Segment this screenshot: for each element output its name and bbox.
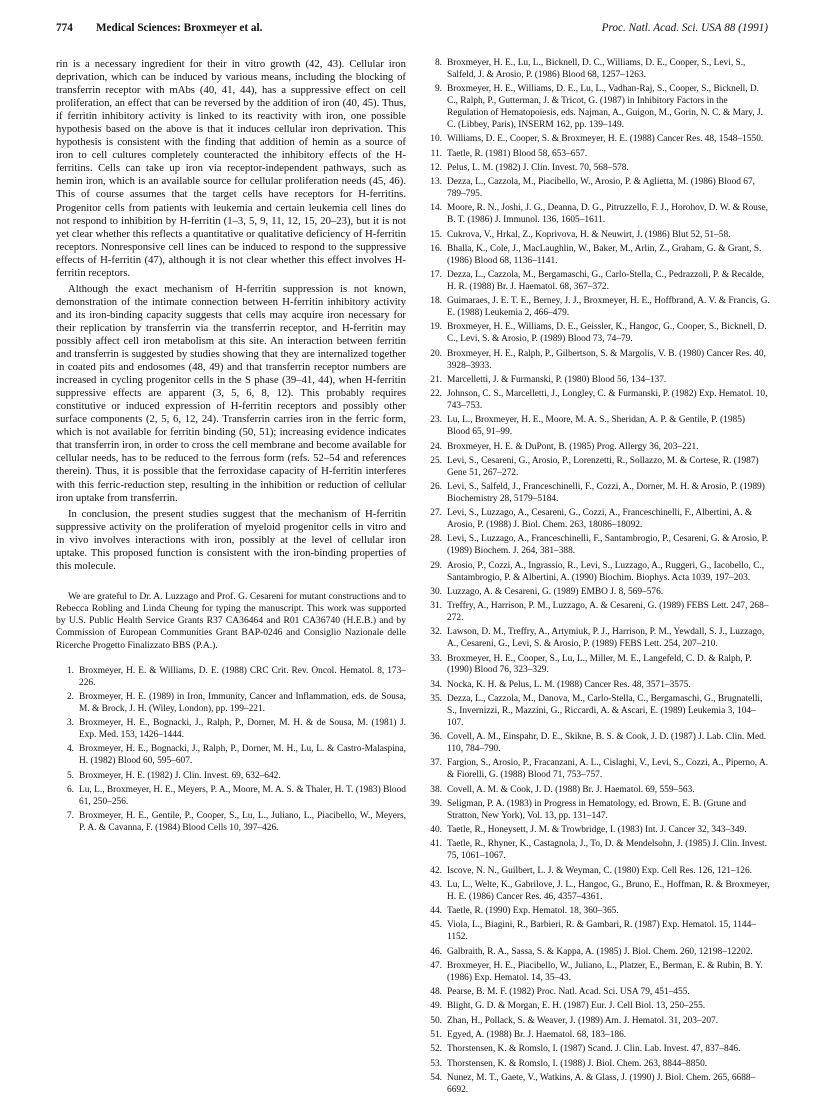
reference-number: 9. — [434, 84, 442, 95]
reference-item — [424, 799, 770, 823]
reference-item — [424, 920, 770, 944]
reference-list-right — [424, 58, 770, 1097]
reference-item — [424, 732, 770, 756]
reference-number: 53. — [430, 1058, 442, 1069]
reference-text: Thorstensen, K. & Romslo, I. (1987) Scand. J. Clin. Lab. Invest. 47, 837–846. — [447, 1044, 741, 1055]
reference-number: 16. — [430, 243, 442, 254]
reference-number: 2. — [66, 692, 74, 703]
reference-text: Luzzago, A. & Cesareni, G. (1989) EMBO J. 8, 569–576. — [447, 586, 664, 597]
reference-number: 24. — [430, 441, 442, 452]
reference-number: 7. — [66, 811, 74, 822]
reference-item — [56, 666, 406, 690]
reference-item — [56, 692, 406, 716]
reference-number: 19. — [430, 322, 442, 333]
reference-number: 32. — [430, 627, 442, 638]
reference-text: Zhan, H., Pollack, S. & Weaver, J. (1989) Am. J. Hematol. 31, 203–207. — [447, 1015, 719, 1026]
reference-item — [424, 758, 770, 782]
reference-number: 25. — [430, 455, 442, 466]
reference-text: Lu, L., Broxmeyer, H. E., Meyers, P. A., Moore, M. A. S. & Thaler, H. T. (1983) Blood 61, 250–256. — [79, 784, 406, 807]
reference-text: Arosio, P., Cozzi, A., Ingrassio, R., Levi, S., Luzzago, A., Ruggeri, G., Iacobello, C., Santambrogio, P. & Albertini, A. (1990) Biochim. Biophys. Acta 1039, 197–203. — [447, 560, 765, 583]
reference-number: 5. — [66, 770, 74, 781]
reference-number: 35. — [430, 694, 442, 705]
running-header — [56, 22, 768, 40]
reference-text: Pearse, B. M. F. (1982) Proc. Natl. Acad. Sci. USA 79, 451–455. — [447, 987, 690, 998]
reference-number: 33. — [430, 653, 442, 664]
reference-text: Treffry, A., Harrison, P. M., Luzzago, A. & Cesareni, G. (1989) FEBS Lett. 247, 268–272. — [447, 601, 769, 624]
reference-number: 27. — [430, 508, 442, 519]
reference-item — [424, 84, 770, 132]
reference-number: 23. — [430, 415, 442, 426]
reference-item — [56, 771, 406, 783]
reference-item — [424, 825, 770, 837]
reference-item — [424, 1001, 770, 1013]
reference-number: 26. — [430, 482, 442, 493]
reference-number: 10. — [430, 134, 442, 145]
reference-text: Broxmeyer, H. E., Lu, L., Bicknell, D. C., Williams, D. E., Cooper, S., Levi, S., Salfeld, J. & Arosio, P. (1986) Blood 68, 1257–1263. — [447, 58, 746, 80]
reference-item — [424, 534, 770, 558]
reference-item — [424, 203, 770, 227]
reference-text: Taetle, R. (1981) Blood 58, 653–657. — [447, 148, 588, 159]
reference-number: 40. — [430, 825, 442, 836]
reference-text: Lu, L., Welte, K., Gabrilove, J. L., Hangoc, G., Bruno, E., Hoffman, R. & Broxmeyer, H. E. (1986) Cancer Res. 46, 4357–4361. — [447, 879, 770, 902]
reference-number: 12. — [430, 162, 442, 173]
reference-number: 22. — [430, 389, 442, 400]
reference-number: 46. — [430, 946, 442, 957]
reference-item — [424, 561, 770, 585]
reference-text: Guimaraes, J. E. T. E., Berney, J. J., Broxmeyer, H. E., Hoffbrand, A. V. & Francis, G. E. (1988) Leukemia 2, 466–479. — [447, 296, 770, 319]
reference-item — [424, 163, 770, 175]
reference-number: 37. — [430, 758, 442, 769]
reference-item — [56, 744, 406, 768]
page-number: 774 — [56, 22, 73, 34]
reference-text: Broxmeyer, H. E., Williams, D. E., Geissler, K., Hangoc, G., Cooper, S., Bicknell, D. C., Levi, S. & Arosio, P. (1989) Blood 73, 74–79. — [447, 322, 767, 345]
reference-item — [424, 866, 770, 878]
reference-number: 17. — [430, 270, 442, 281]
reference-list-left — [56, 666, 406, 835]
journal-citation: Proc. Natl. Acad. Sci. USA 88 (1991) — [601, 22, 768, 34]
reference-text: Lawson, D. M., Treffry, A., Artymiuk, P. J., Harrison, P. M., Yewdall, S. J., Luzzago, A., Cesareni, G., Levi, S. & Arosio, P. (1989) FEBS Lett. 254, 207–210. — [447, 627, 765, 650]
reference-item — [56, 811, 406, 835]
reference-item — [424, 601, 770, 625]
reference-text: Viola, L., Biagini, R., Barbieri, R. & Gambari, R. (1987) Exp. Hematol. 15, 1144–1152. — [447, 920, 756, 943]
reference-number: 18. — [430, 296, 442, 307]
reference-text: Williams, D. E., Cooper, S. & Broxmeyer, H. E. (1988) Cancer Res. 48, 1548–1550. — [447, 134, 764, 145]
reference-number: 6. — [66, 784, 74, 795]
reference-text: Broxmeyer, H. E., Williams, D. E., Lu, L., Vadhan-Raj, S., Cooper, S., Bicknell, D. C., Ralph, P., Gutterman, J. & Tricot, G. (1987) in Inhibitory Factors in the Regulation of Hematopoiesis, eds. Najman, A., Guigon, M., Gorin, N. C. & Mary, J. C. (Libbey, Paris), INSERM 162, pp. 139–149. — [447, 84, 764, 130]
right-column — [424, 58, 770, 1099]
reference-number: 31. — [430, 601, 442, 612]
section-title: Medical Sciences: Broxmeyer et al. — [96, 22, 263, 34]
reference-item — [424, 375, 770, 387]
reference-number: 14. — [430, 203, 442, 214]
body-paragraph: In conclusion, the present studies suggest that the mechanism of H-ferritin suppressive activity on the proliferation of myeloid progenitor cells in vitro and in vivo involves interactions with iron, possibly at the level of cellular iron uptake. This proposed function is consistent with the iron-binding properties of this molecule. — [56, 507, 406, 572]
reference-text: Blight, G. D. & Morgan, E. H. (1987) Eur. J. Cell Biol. 13, 250–255. — [447, 1001, 706, 1012]
body-paragraph: Although the exact mechanism of H-ferritin suppression is not known, demonstration of the intimate connection between H-ferritin inhibitory activity and its iron-binding capacity suggests that cells may acquire iron necessary for their replication by transferrin via the transferrin receptor, and H-ferritin may possibly affect cell iron metabolism at this site. An interaction between ferritin and transferrin is suggested by studies showing that they are internalized together in coated pits and endosomes (48, 49) and that transferrin receptor numbers are increased in cycling progenitor cells in the S phase (39–41, 44), when H-ferritin suppressive effects are apparent (3, 5, 6, 8, 12). This probably requires constitutive or induced expression of H-ferritin receptors and possibly other surface components (2, 5, 6, 12, 24). Transferrin carries iron in the ferric form, which is not available for ferritin binding (50, 51); increasing evidence indicates that transferrin iron, in order to cross the cell membrane and become available for cellular needs, has to be reduced to the ferrous form (refs. 52–54 and references therein). Thus, it is possible that the ferroxidase capacity of H-ferritin interferes with this ferric-reduction step, resulting in the inhibition or reduction of cellular iron uptake from transferrin. — [56, 282, 406, 504]
reference-item — [424, 456, 770, 480]
reference-text: Broxmeyer, H. E., Bognacki, J., Ralph, P., Dorner, M. H., Lu, L. & Castro-Malaspina, H. (1982) Blood 60, 595–607. — [79, 744, 406, 767]
reference-text: Moore, R. N., Joshi, J. G., Deanna, D. G., Pitruzzello, F. J., Horohov, D. W. & Rouse, B. T. (1986) J. Immunol. 136, 1605–1611. — [447, 203, 769, 226]
reference-item — [424, 58, 770, 82]
reference-number: 43. — [430, 879, 442, 890]
reference-text: Iscove, N. N., Guilbert, L. J. & Weyman, C. (1980) Exp. Cell Res. 126, 121–126. — [447, 865, 753, 876]
reference-number: 39. — [430, 798, 442, 809]
reference-text: Taetle, R., Honeysett, J. M. & Trowbridge, I. (1983) Int. J. Cancer 32, 343–349. — [447, 825, 747, 836]
reference-text: Broxmeyer, H. E., Piacibello, W., Juliano, L., Platzer, E., Berman, E. & Rubin, B. Y. (1986) Exp. Hematol. 14, 35–43. — [447, 960, 763, 983]
reference-number: 20. — [430, 348, 442, 359]
reference-item — [424, 906, 770, 918]
reference-text: Levi, S., Luzzago, A., Franceschinelli, F., Santambrogio, P., Cesareni, G. & Arosio, P. (1989) Biochem. J. 264, 381–388. — [447, 534, 769, 557]
reference-number: 29. — [430, 560, 442, 571]
reference-item — [424, 1030, 770, 1042]
reference-item — [424, 947, 770, 959]
reference-number: 47. — [430, 960, 442, 971]
reference-text: Broxmeyer, H. E., Ralph, P., Gilbertson, S. & Margolis, V. B. (1980) Cancer Res. 40, 3928–3933. — [447, 348, 766, 371]
reference-number: 3. — [66, 718, 74, 729]
reference-item — [424, 1044, 770, 1056]
reference-item — [424, 785, 770, 797]
reference-number: 48. — [430, 987, 442, 998]
reference-item — [424, 680, 770, 692]
reference-text: Bhalla, K., Cole, J., MacLaughlin, W., Baker, M., Arlin, Z., Graham, G. & Grant, S. (1986) Blood 68, 1136–1141. — [447, 243, 762, 266]
reference-item — [424, 177, 770, 201]
reference-text: Lu, L., Broxmeyer, H. E., Moore, M. A. S., Sheridan, A. P. & Gentile, P. (1985) Blood 65, 91–99. — [447, 415, 746, 438]
reference-number: 8. — [434, 58, 442, 68]
reference-text: Galbraith, R. A., Sassa, S. & Kappa, A. (1985) J. Biol. Chem. 260, 12198–12202. — [447, 946, 753, 957]
reference-text: Broxmeyer, H. E., Bognacki, J., Ralph, P., Dorner, M. H. & de Sousa, M. (1981) J. Exp. Med. 153, 1426–1444. — [79, 718, 406, 741]
acknowledgment: We are grateful to Dr. A. Luzzago and Prof. G. Cesareni for mutant constructions and to Rebecca Robling and Linda Cheung for typing the manuscript. This work was supported by U.S. Public Health Service Grants R37 CA36464 and R01 CA36740 (H.E.B.) and by Commission of European Communities Grant BAP-0246 and Consiglio Nazionale delle Ricerche Progetto Finalizzato BBS (P.A.). — [56, 590, 406, 651]
reference-number: 13. — [430, 177, 442, 188]
reference-item — [424, 961, 770, 985]
reference-number: 38. — [430, 784, 442, 795]
reference-item — [424, 389, 770, 413]
reference-text: Taetle, R., Rhyner, K., Castagnola, J., To, D. & Mendelsohn, J. (1985) J. Clin. Invest. 75, 1061–1067. — [447, 839, 767, 862]
reference-text: Covell, A. M. & Cook, J. D. (1988) Br. J. Haematol. 69, 559–563. — [447, 784, 695, 795]
reference-text: Seligman, P. A. (1983) in Progress in Hematology, ed. Brown, E. B. (Grune and Stratton, New York), Vol. 13, pp. 131–147. — [447, 798, 747, 821]
reference-number: 34. — [430, 679, 442, 690]
reference-number: 41. — [430, 839, 442, 850]
reference-item — [424, 694, 770, 730]
reference-item — [424, 880, 770, 904]
body-paragraph: rin is a necessary ingredient for their in vitro growth (42, 43). Cellular iron deprivation, which can be induced by various means, including the blocking of transferrin receptor with mAbs (40, 41, 44), has a suppressive effect on cell proliferation, an effect that can be reversed by the addition of iron (40, 45). Thus, if ferritin inhibitory activity is linked to its reactivity with iron, one possible hypothesis based on the above is that it induces cellular iron deprivation. This hypothesis is consistent with the finding that addition of hemin as a source of iron to cell cultures completely counteracted the inhibitory effects of the H-ferritins. Cells can take up iron via receptor-independent pathways, such as hemin iron, which is an available source for cellular proliferation needs (45, 46). This of course assumes that the target cells have receptors for H-ferritins. Progenitor cells from patients with leukemia and certain leukemia cell lines do not respond to inhibition by H-ferritin (1–3, 5, 9, 11, 12, 15, 20–23), but it is not yet clear whether this reflects a quantitative or qualitative deficiency of H-ferritin receptors. Nonresponsive cell lines can be induced to respond to the suppressive effects of H-ferritin (47), although it is not clear whether this effect involves H-ferritin receptors. — [56, 58, 406, 279]
reference-number: 30. — [430, 586, 442, 597]
reference-text: Broxmeyer, H. E. & DuPont, B. (1985) Prog. Allergy 36, 203–221. — [447, 441, 699, 452]
reference-text: Broxmeyer, H. E. (1982) J. Clin. Invest. 69, 632–642. — [79, 770, 281, 781]
reference-item — [424, 149, 770, 161]
reference-item — [424, 230, 770, 242]
reference-text: Broxmeyer, H. E., Gentile, P., Cooper, S., Lu, L., Juliano, L., Piacibello, W., Meyers, P. A. & Cavanna, F. (1984) Blood Cells 10, 397–426. — [79, 811, 406, 834]
reference-item — [424, 270, 770, 294]
reference-text: Pelus, L. M. (1982) J. Clin. Invest. 70, 568–578. — [447, 162, 629, 173]
reference-item — [424, 296, 770, 320]
reference-text: Thorstensen, K. & Romslo, I. (1988) J. Biol. Chem. 263, 8844–8850. — [447, 1058, 708, 1069]
reference-text: Dezza, L., Cazzola, M., Danova, M., Carlo-Stella, C., Bergamaschi, G., Brugnatelli, S., Invernizzi, R., Mazzini, G., Riccardi, A. & Ascari, E. (1989) Leukemia 3, 104–107. — [447, 694, 763, 728]
reference-number: 51. — [430, 1029, 442, 1040]
reference-text: Taetle, R. (1990) Exp. Hematol. 18, 360–365. — [447, 906, 619, 917]
reference-item — [424, 415, 770, 439]
reference-item — [424, 987, 770, 999]
reference-text: Covell, A. M., Einspahr, D. E., Skikne, B. S. & Cook, J. D. (1987) J. Lab. Clin. Med. 110, 784–790. — [447, 732, 767, 755]
reference-number: 15. — [430, 229, 442, 240]
reference-text: Nunez, M. T., Gaete, V., Watkins, A. & Glass, J. (1990) J. Biol. Chem. 265, 6688–6692. — [447, 1072, 756, 1095]
reference-item — [424, 627, 770, 651]
reference-number: 42. — [430, 865, 442, 876]
reference-number: 4. — [66, 744, 74, 755]
reference-number: 21. — [430, 374, 442, 385]
reference-text: Dezza, L., Cazzola, M., Bergamaschi, G., Carlo-Stella, C., Pedrazzoli, P. & Recalde, H. R. (1988) Br. J. Haematol. 68, 367–372. — [447, 270, 764, 292]
reference-item — [56, 718, 406, 742]
reference-item — [424, 322, 770, 346]
reference-item — [424, 134, 770, 146]
reference-item — [424, 1059, 770, 1071]
reference-number: 36. — [430, 732, 442, 743]
reference-number: 54. — [430, 1072, 442, 1083]
reference-text: Levi, S., Salfeld, J., Franceschinelli, F., Cozzi, A., Dorner, M. H. & Arosio, P. (1989) Biochemistry 28, 5179–5184. — [447, 482, 765, 504]
reference-number: 50. — [430, 1015, 442, 1026]
reference-item — [424, 654, 770, 678]
reference-number: 44. — [430, 906, 442, 917]
reference-text: Cukrova, V., Hrkal, Z., Koprivova, H. & Neuwirt, J. (1986) Blut 52, 51–58. — [447, 229, 731, 240]
reference-text: Broxmeyer, H. E. & Williams, D. E. (1988) CRC Crit. Rev. Oncol. Hematol. 8, 173–226. — [79, 665, 406, 688]
reference-text: Levi, S., Cesareni, G., Arosio, P., Lorenzetti, R., Sollazzo, M. & Cortese, R. (1987) Gene 51, 267–272. — [447, 455, 759, 478]
reference-number: 45. — [430, 920, 442, 931]
reference-text: Levi, S., Luzzago, A., Cesareni, G., Cozzi, A., Franceschinelli, F., Albertini, A. & Arosio, P. (1988) J. Biol. Chem. 263, 18086–18092. — [447, 508, 753, 531]
reference-item — [56, 785, 406, 809]
reference-item — [424, 508, 770, 532]
reference-number: 11. — [430, 148, 442, 159]
reference-item — [424, 244, 770, 268]
left-column — [56, 58, 406, 837]
reference-text: Fargion, S., Arosio, P., Fracanzani, A. L., Cislaghi, V., Levi, S., Cozzi, A., Piperno, A. & Fiorelli, G. (1988) Blood 71, 753–757. — [447, 758, 769, 781]
reference-item — [424, 1016, 770, 1028]
reference-item — [424, 1073, 770, 1097]
reference-item — [424, 587, 770, 599]
reference-item — [424, 442, 770, 454]
reference-item — [424, 839, 770, 863]
reference-text: Broxmeyer, H. E. (1989) in Iron, Immunity, Cancer and Inflammation, eds. de Sousa, M. & Brock, J. H. (Wiley, London), pp. 199–221. — [79, 692, 406, 714]
reference-text: Marcelletti, J. & Furmanski, P. (1980) Blood 56, 134–137. — [447, 374, 667, 385]
reference-number: 52. — [430, 1044, 442, 1055]
reference-text: Johnson, C. S., Marcelletti, J., Longley, C. & Furmanski, P. (1982) Exp. Hematol. 10, 743–753. — [447, 389, 768, 412]
reference-number: 49. — [430, 1001, 442, 1012]
reference-text: Dezza, L., Cazzola, M., Piacibello, W., Arosio, P. & Aglietta, M. (1986) Blood 67, 789–795. — [447, 177, 756, 200]
reference-number: 1. — [66, 665, 74, 676]
reference-number: 28. — [430, 534, 442, 545]
reference-item — [424, 482, 770, 506]
reference-item — [424, 349, 770, 373]
reference-text: Broxmeyer, H. E., Cooper, S., Lu, L., Miller, M. E., Langefeld, C. D. & Ralph, P. (1990) Blood 76, 323–329. — [447, 653, 752, 676]
reference-text: Egyed, A. (1988) Br. J. Haematol. 68, 183–186. — [447, 1029, 627, 1040]
reference-text: Nocka, K. H. & Pelus, L. M. (1988) Cancer Res. 48, 3571–3575. — [447, 679, 691, 690]
